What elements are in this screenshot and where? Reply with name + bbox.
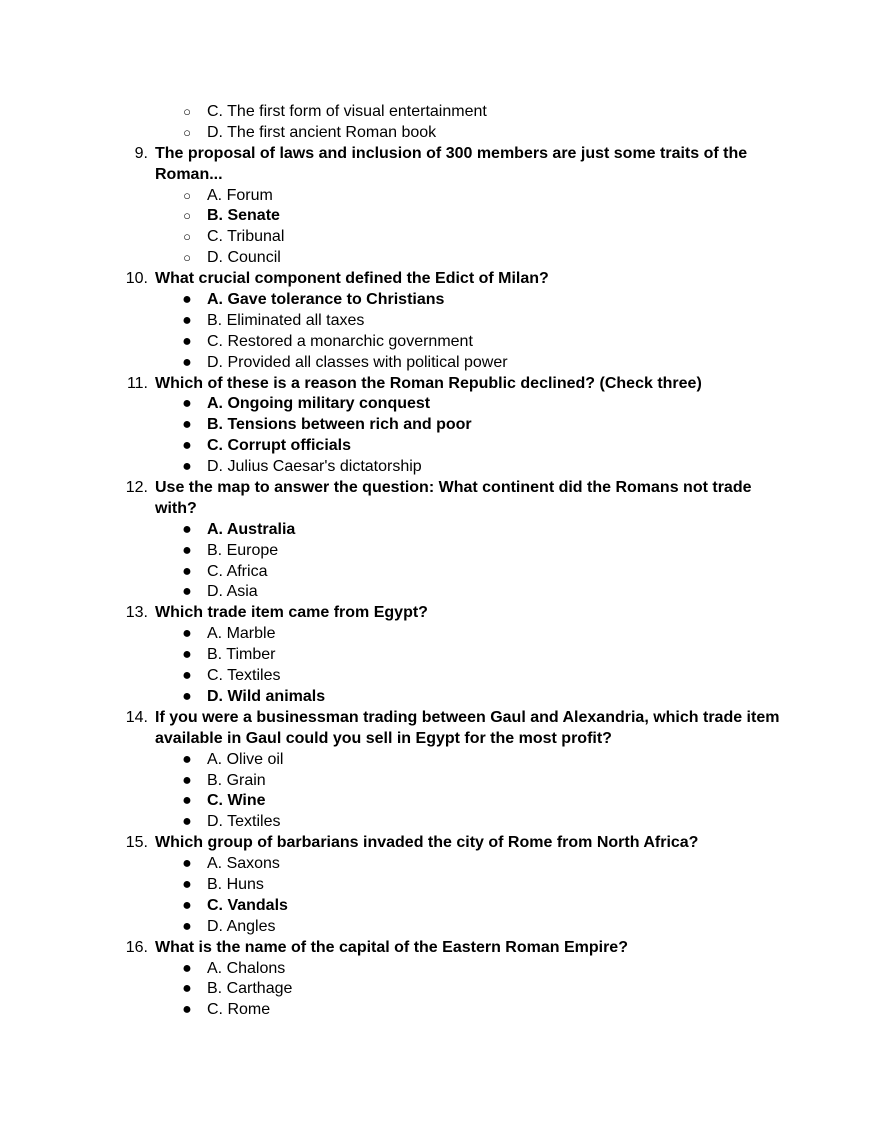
filled-bullet-icon: ●	[182, 875, 192, 893]
answer-option-selected: B. Tensions between rich and poor	[207, 416, 472, 434]
list-item	[0, 415, 880, 436]
answer-option: B. Europe	[207, 541, 279, 559]
hollow-bullet-icon: ○	[183, 208, 191, 224]
question-text: The proposal of laws and inclusion of 300 members are just some traits of the	[155, 144, 748, 162]
filled-bullet-icon: ●	[182, 1001, 192, 1019]
question-text: What is the name of the capital of the Eastern Roman Empire?	[155, 938, 628, 956]
filled-bullet-icon: ●	[182, 687, 192, 705]
question-line	[0, 144, 880, 165]
answer-option: D. Textiles	[207, 813, 281, 831]
list-item	[0, 290, 880, 311]
list-item	[0, 771, 880, 792]
list-item	[0, 353, 880, 374]
filled-bullet-icon: ●	[182, 541, 192, 559]
answer-option-selected: D. Wild animals	[207, 687, 326, 705]
filled-bullet-icon: ●	[182, 959, 192, 977]
answer-option: C. Africa	[207, 562, 268, 580]
question-line	[0, 938, 880, 959]
question-text: If you were a businessman trading between Gaul and Alexandria, which trade item	[155, 708, 780, 726]
question-block	[0, 144, 880, 269]
list-item	[0, 875, 880, 896]
question-number: 12.	[125, 479, 148, 497]
answer-option: A. Olive oil	[207, 750, 284, 768]
filled-bullet-icon: ●	[182, 437, 192, 455]
question-text: Use the map to answer the question: What continent did the Romans not trade	[155, 479, 752, 497]
list-item	[0, 812, 880, 833]
question-text: Roman...	[155, 165, 223, 183]
answer-option: C. Rome	[207, 1001, 271, 1019]
answer-option: A. Saxons	[207, 855, 280, 873]
filled-bullet-icon: ●	[182, 332, 192, 350]
list-item	[0, 854, 880, 875]
question-list	[0, 144, 880, 1021]
filled-bullet-icon: ●	[182, 583, 192, 601]
filled-bullet-icon: ●	[182, 792, 192, 810]
question-line	[0, 729, 880, 750]
question-line	[0, 499, 880, 520]
hollow-bullet-icon: ○	[183, 187, 191, 203]
question-block	[0, 374, 880, 478]
filled-bullet-icon: ●	[182, 520, 192, 538]
list-item	[0, 248, 880, 269]
list-item	[0, 457, 880, 478]
question-number: 10.	[125, 270, 148, 288]
list-item	[0, 750, 880, 771]
filled-bullet-icon: ●	[182, 855, 192, 873]
list-item	[0, 582, 880, 603]
list-item	[0, 666, 880, 687]
option-text: C. The first form of visual entertainment	[207, 103, 487, 120]
list-item	[0, 436, 880, 457]
question-block	[0, 833, 880, 937]
answer-option-selected: B. Senate	[207, 207, 280, 225]
list-item	[0, 1000, 880, 1021]
answer-option: D. Julius Caesar's dictatorship	[207, 458, 422, 476]
list-item	[0, 624, 880, 645]
list-item	[0, 123, 880, 144]
question-block	[0, 708, 880, 833]
filled-bullet-icon: ●	[182, 395, 192, 413]
filled-bullet-icon: ●	[182, 750, 192, 768]
question-text: What crucial component defined the Edict of Milan?	[155, 270, 549, 288]
question-line	[0, 374, 880, 395]
answer-option-selected: C. Vandals	[207, 896, 288, 914]
question-number: 15.	[125, 834, 148, 852]
filled-bullet-icon: ●	[182, 917, 192, 935]
question-line	[0, 708, 880, 729]
filled-bullet-icon: ●	[182, 562, 192, 580]
question-block	[0, 269, 880, 373]
answer-option-selected: A. Australia	[207, 520, 296, 538]
list-item	[0, 541, 880, 562]
answer-option: A. Forum	[207, 186, 273, 204]
list-item	[0, 332, 880, 353]
answer-option: B. Eliminated all taxes	[207, 311, 365, 329]
question-number: 14.	[125, 708, 148, 726]
list-item	[0, 206, 880, 227]
lead-options	[0, 102, 880, 144]
answer-option-selected: C. Corrupt officials	[207, 437, 352, 455]
list-item	[0, 791, 880, 812]
answer-option: B. Huns	[207, 875, 264, 893]
list-item	[0, 687, 880, 708]
filled-bullet-icon: ●	[182, 458, 192, 476]
answer-option: B. Grain	[207, 771, 266, 789]
filled-bullet-icon: ●	[182, 771, 192, 789]
answer-option: D. Council	[207, 249, 281, 267]
filled-bullet-icon: ●	[182, 353, 192, 371]
quiz-document	[0, 102, 880, 1021]
list-item	[0, 896, 880, 917]
answer-option: C. Tribunal	[207, 228, 285, 246]
list-item	[0, 959, 880, 980]
answer-option: C. Textiles	[207, 667, 281, 685]
question-line	[0, 603, 880, 624]
hollow-bullet-icon: ○	[183, 250, 191, 266]
list-item	[0, 917, 880, 938]
hollow-bullet-icon: ○	[183, 229, 191, 245]
answer-option-selected: A. Gave tolerance to Christians	[207, 291, 445, 309]
answer-option: C. Restored a monarchic government	[207, 332, 473, 350]
option-text: D. The first ancient Roman book	[207, 123, 437, 141]
filled-bullet-icon: ●	[182, 813, 192, 831]
answer-option: D. Provided all classes with political power	[207, 353, 508, 371]
question-line	[0, 833, 880, 854]
filled-bullet-icon: ●	[182, 646, 192, 664]
list-item	[0, 979, 880, 1000]
question-text: with?	[155, 499, 197, 517]
filled-bullet-icon: ●	[182, 667, 192, 685]
list-item	[0, 562, 880, 583]
list-item	[0, 186, 880, 207]
hollow-bullet-icon: ○	[183, 104, 191, 119]
answer-option-selected: C. Wine	[207, 792, 266, 810]
filled-bullet-icon: ●	[182, 980, 192, 998]
answer-option: A. Marble	[207, 625, 276, 643]
filled-bullet-icon: ●	[182, 416, 192, 434]
question-number: 13.	[125, 604, 148, 622]
filled-bullet-icon: ●	[182, 896, 192, 914]
question-text: available in Gaul could you sell in Egypt for the most profit?	[155, 729, 612, 747]
question-line	[0, 269, 880, 290]
list-item	[0, 311, 880, 332]
question-text: Which of these is a reason the Roman Republic declined? (Check three)	[155, 374, 702, 392]
filled-bullet-icon: ●	[182, 311, 192, 329]
question-block	[0, 603, 880, 707]
list-item	[0, 394, 880, 415]
hollow-bullet-icon: ○	[183, 124, 191, 140]
question-number: 16.	[125, 938, 148, 956]
answer-option: D. Asia	[207, 583, 258, 601]
question-number: 9.	[134, 144, 148, 162]
question-text: Which group of barbarians invaded the city of Rome from North Africa?	[155, 834, 699, 852]
question-block	[0, 478, 880, 603]
question-line	[0, 478, 880, 499]
list-item	[0, 520, 880, 541]
answer-option: B. Carthage	[207, 980, 293, 998]
question-text: Which trade item came from Egypt?	[155, 604, 428, 622]
list-item	[0, 227, 880, 248]
list-item	[0, 102, 880, 123]
filled-bullet-icon: ●	[182, 625, 192, 643]
answer-option: B. Timber	[207, 646, 276, 664]
question-block	[0, 938, 880, 1022]
answer-option-selected: A. Ongoing military conquest	[207, 395, 431, 413]
question-line	[0, 165, 880, 186]
question-number: 11.	[126, 374, 148, 392]
filled-bullet-icon: ●	[182, 291, 192, 309]
list-item	[0, 645, 880, 666]
answer-option: A. Chalons	[207, 959, 286, 977]
answer-option: D. Angles	[207, 917, 276, 935]
